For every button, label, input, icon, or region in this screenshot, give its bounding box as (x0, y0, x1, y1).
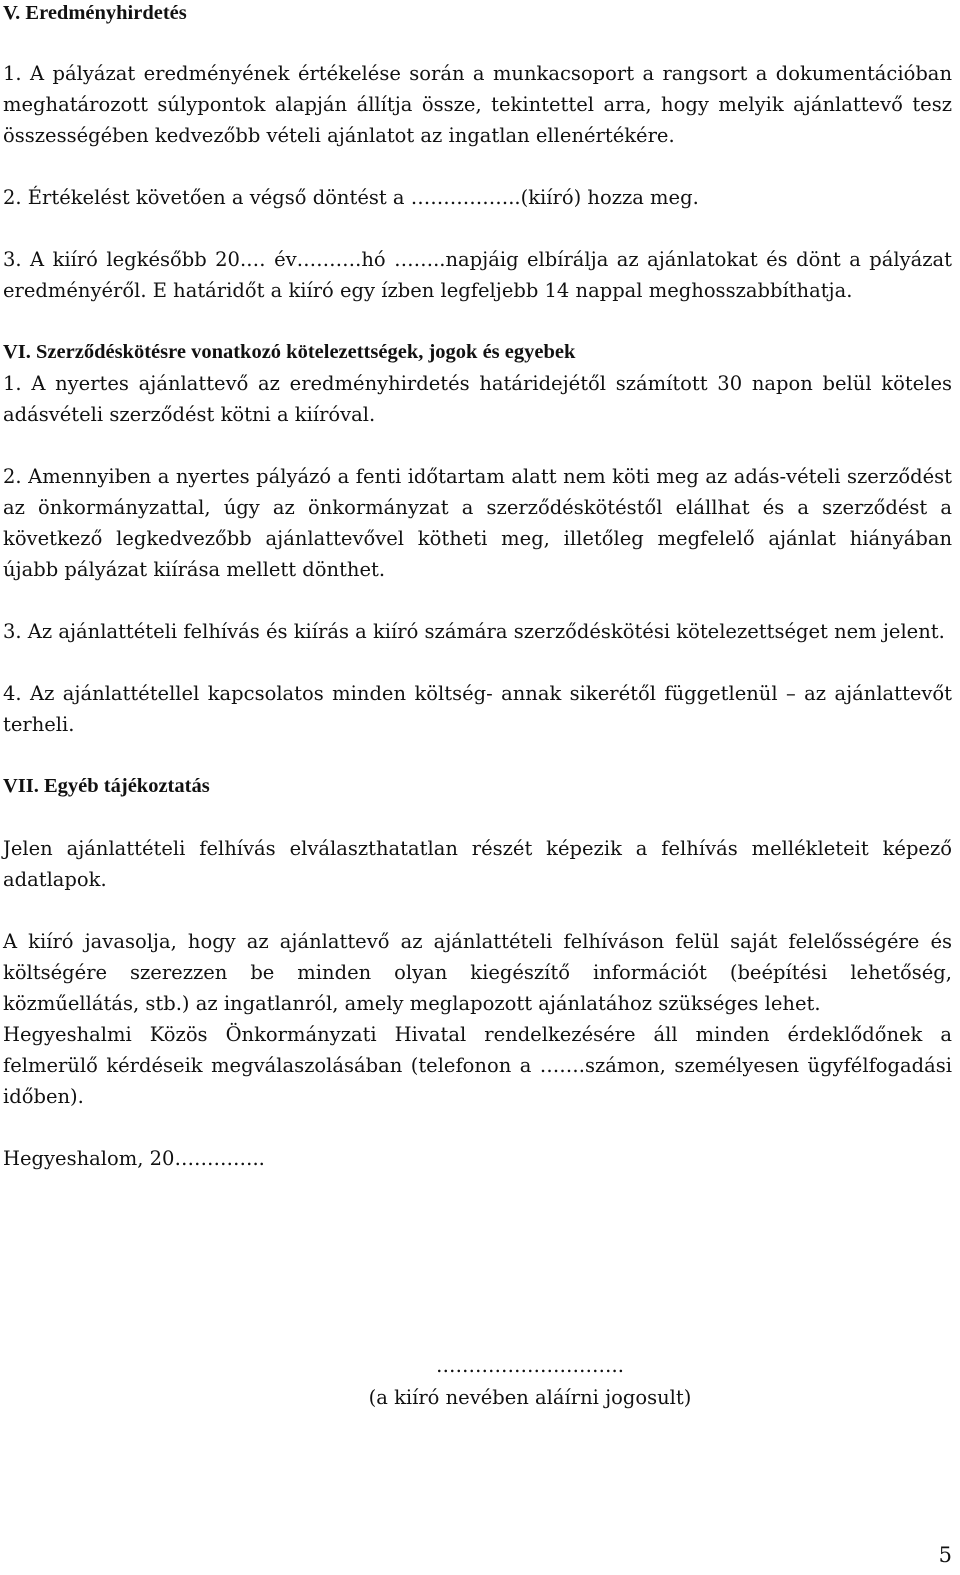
place-and-date: Hegyeshalom, 20………….. (3, 1147, 265, 1170)
section-vii-paragraph-3: Hegyeshalmi Közös Önkormányzati Hivatal rendelkezésére áll minden érdeklődőnek a felmerülő kérdéseik megválaszolásában (telefonon a …….számon, személyesen ügyfélfogadási időben). (3, 1023, 952, 1108)
section-v-heading: V. Eredményhirdetés (3, 2, 187, 24)
section-vii-paragraph-1: Jelen ajánlattételi felhívás elválaszthatatlan részét képezik a felhívás mellékleteit képező adatlapok. (3, 837, 952, 891)
section-vii-paragraph-2: A kiíró javasolja, hogy az ajánlattevő az ajánlattételi felhíváson felül saját felelősségére és költségére szerezzen be minden olyan kiegészítő információt (beépítési lehetőség, közműellátás, stb.) az ingatlanról, amely meglapozott ajánlatához szükséges lehet. (3, 930, 952, 1015)
section-vi-paragraph-1: 1. A nyertes ajánlattevő az eredményhirdetés határidejétől számított 30 napon belül köteles adásvételi szerződést kötni a kiíróval. (3, 372, 952, 426)
section-vi-paragraph-4: 4. Az ajánlattétellel kapcsolatos minden költség- annak sikerétől függetlenül – az ajánlattevőt terheli. (3, 682, 952, 736)
page-number: 5 (938, 1543, 952, 1567)
section-v-paragraph-3: 3. A kiíró legkésőbb 20.… év……….hó ……..napjáig elbírálja az ajánlatokat és dönt a pályázat eredményéről. E határidőt a kiíró egy ízben legfeljebb 14 nappal meghosszabbíthatja. (3, 248, 952, 302)
signature-line: ……………………….. (436, 1354, 624, 1377)
section-v-paragraph-1: 1. A pályázat eredményének értékelése során a munkacsoport a rangsort a dokumentációban meghatározott súlypontok alapján állítja össze, tekintettel arra, hogy melyik ajánlattevő tesz összességében kedvezőbb vételi ajánlatot az ingatlan ellenértékére. (3, 62, 952, 147)
section-vi-paragraph-3: 3. Az ajánlattételi felhívás és kiírás a kiíró számára szerződéskötési kötelezettséget nem jelent. (3, 620, 945, 643)
section-vi-heading: VI. Szerződéskötésre vonatkozó kötelezettségek, jogok és egyebek (3, 341, 576, 363)
signature-block (345, 1350, 715, 1414)
section-vii-heading: VII. Egyéb tájékoztatás (3, 775, 210, 797)
section-v-paragraph-2: 2. Értékelést követően a végső döntést a ……………..(kiíró) hozza meg. (3, 186, 699, 209)
section-vi-paragraph-2: 2. Amennyiben a nyertes pályázó a fenti időtartam alatt nem köti meg az adás-vételi szerződést az önkormányzattal, úgy az önkormányzat a szerződéskötéstől elállhat és a szerződést a következő legkedvezőbb ajánlattevővel kötheti meg, illetőleg megfelelő ajánlat hiányában újabb pályázat kiírása mellett dönthet. (3, 465, 952, 581)
signature-label: (a kiíró nevében aláírni jogosult) (368, 1386, 692, 1409)
